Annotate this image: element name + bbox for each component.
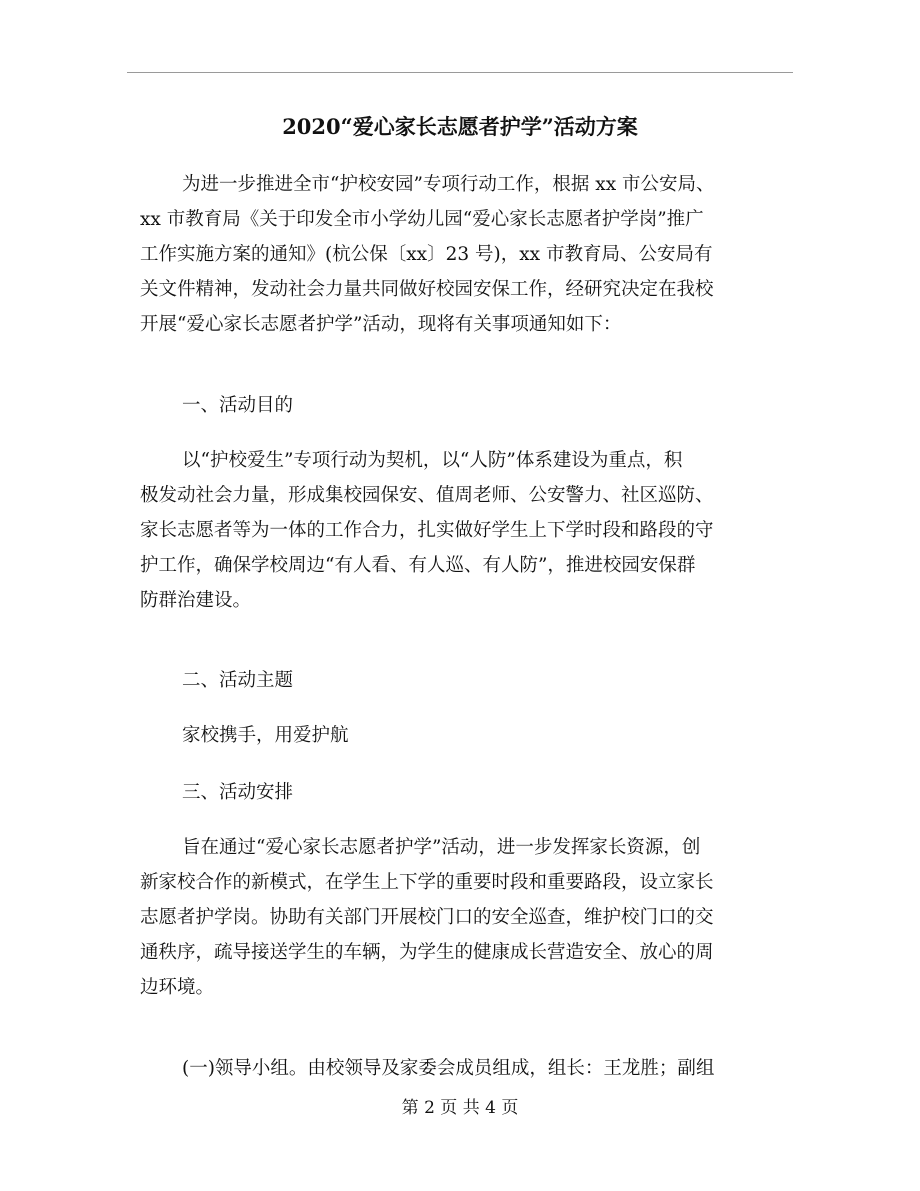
arrangement-line: 新家校合作的新模式，在学生上下学的重要时段和重要路段，设立家长 — [140, 872, 714, 893]
arrangement-paragraph — [140, 830, 785, 1005]
intro-paragraph — [140, 167, 785, 342]
arrangement-line: 志愿者护学岗。协助有关部门开展校门口的安全巡查，维护校门口的交 — [140, 907, 714, 928]
purpose-paragraph — [140, 443, 785, 618]
intro-line: 工作实施方案的通知》(杭公保〔xx〕23 号)，xx 市教育局、公安局有 — [140, 244, 713, 265]
intro-line: 开展“爱心家长志愿者护学”活动，现将有关事项通知如下： — [140, 314, 622, 335]
purpose-line: 以“护校爱生”专项行动为契机，以“人防”体系建设为重点，积 — [182, 450, 683, 471]
section-heading-arrangement: 三、活动安排 — [182, 782, 294, 803]
document-title: 2020“爱心家长志愿者护学”活动方案 — [282, 114, 638, 139]
section-heading-theme: 二、活动主题 — [182, 670, 294, 691]
purpose-line: 极发动社会力量，形成集校园保安、值周老师、公安警力、社区巡防、 — [140, 485, 714, 506]
arrangement-line: 通秩序，疏导接送学生的车辆，为学生的健康成长营造安全、放心的周 — [140, 942, 714, 963]
intro-line: xx 市教育局《关于印发全市小学幼儿园“爱心家长志愿者护学岗”推广 — [140, 209, 704, 230]
intro-line: 为进一步推进全市“护校安园”专项行动工作，根据 xx 市公安局、 — [182, 174, 715, 195]
page-number-footer: 第 2 页 共 4 页 — [401, 1098, 519, 1118]
intro-line: 关文件精神，发动社会力量共同做好校园安保工作，经研究决定在我校 — [140, 279, 714, 300]
theme-text: 家校携手，用爱护航 — [182, 725, 349, 746]
arrangement-line: 边环境。 — [140, 977, 215, 998]
purpose-line: 护工作，确保学校周边“有人看、有人巡、有人防”，推进校园安保群 — [140, 555, 696, 576]
purpose-line: 家长志愿者等为一体的工作合力，扎实做好学生上下学时段和路段的守 — [140, 520, 714, 541]
section-heading-purpose: 一、活动目的 — [182, 395, 294, 416]
header-rule — [127, 72, 793, 73]
purpose-line: 防群治建设。 — [140, 590, 252, 611]
arrangement-line: 旨在通过“爱心家长志愿者护学”活动，进一步发挥家长资源，创 — [182, 837, 701, 858]
leadership-group-line: (一)领导小组。由校领导及家委会成员组成，组长：王龙胜；副组 — [182, 1058, 715, 1079]
